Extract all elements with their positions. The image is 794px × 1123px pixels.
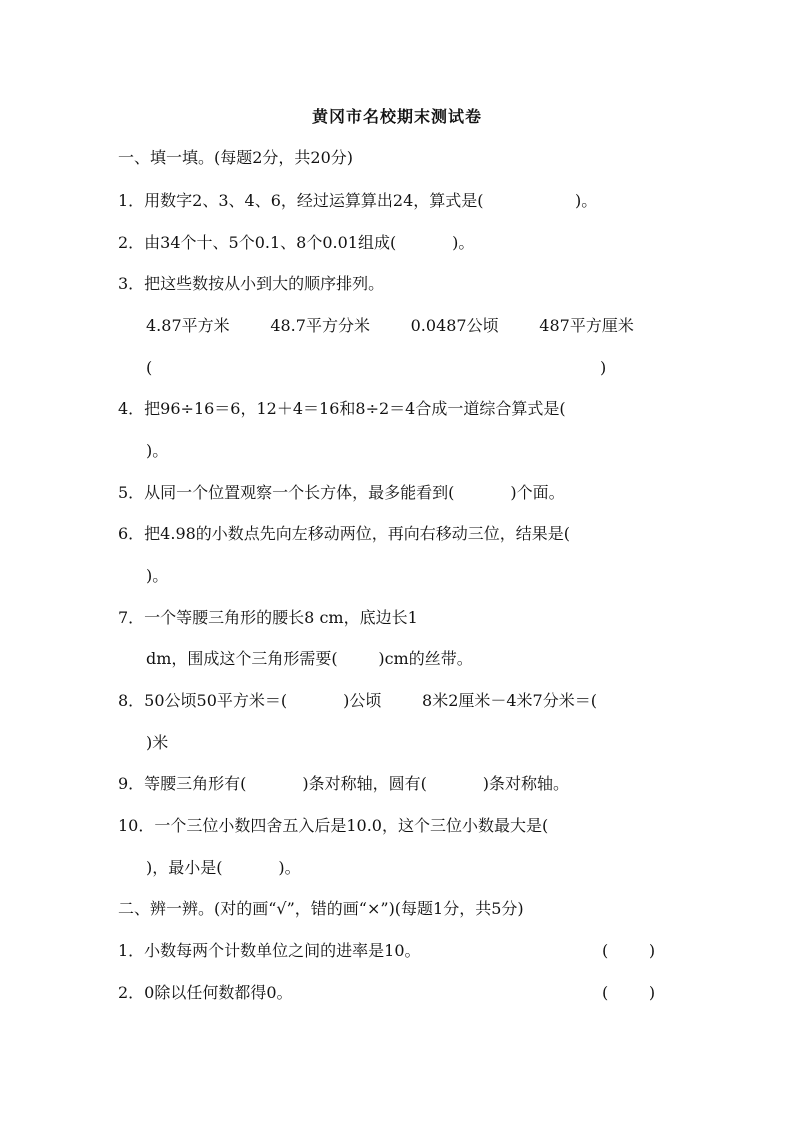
judge-question-2: 2．0除以任何数都得0。 xyxy=(118,983,293,1002)
question-7-line-1: 7．一个等腰三角形的腰长8 cm，底边长1 xyxy=(118,608,418,627)
question-5: 5．从同一个位置观察一个长方体，最多能看到( )个面。 xyxy=(118,483,565,502)
question-3: 3．把这些数按从小到大的顺序排列。 xyxy=(118,274,385,293)
question-3-blank-close: ) xyxy=(600,358,607,377)
question-3-items: 4.87平方米 48.7平方分米 0.0487公顷 487平方厘米 xyxy=(146,316,634,335)
question-6-line-2: )。 xyxy=(146,566,169,585)
question-7-line-2: dm，围成这个三角形需要( )cm的丝带。 xyxy=(146,649,473,668)
question-4-line-2: )。 xyxy=(146,441,169,460)
question-4-line-1: 4．把96÷16＝6，12＋4＝16和8÷2＝4合成一道综合算式是( xyxy=(118,399,566,418)
question-8-line-2: )米 xyxy=(146,733,169,752)
question-6-line-1: 6．把4.98的小数点先向左移动两位，再向右移动三位，结果是( xyxy=(118,524,571,543)
question-3-blank-open: ( xyxy=(146,358,153,377)
exam-title: 黄冈市名校期末测试卷 xyxy=(311,107,482,126)
question-2: 2．由34个十、5个0.1、8个0.01组成( )。 xyxy=(118,233,475,252)
section1-heading: 一、填一填。(每题2分，共20分) xyxy=(118,148,354,167)
section2-heading: 二、辨一辨。(对的画“√”，错的画“×”)(每题1分，共5分) xyxy=(118,899,524,918)
judge-answer-paren-2: ( ) xyxy=(602,983,656,1002)
judge-question-1: 1．小数每两个计数单位之间的进率是10。 xyxy=(118,941,421,960)
question-10-line-2: )，最小是( )。 xyxy=(146,858,301,877)
question-10-line-1: 10．一个三位小数四舍五入后是10.0，这个三位小数最大是( xyxy=(118,816,549,835)
question-9: 9．等腰三角形有( )条对称轴，圆有( )条对称轴。 xyxy=(118,774,570,793)
question-8-line-1: 8．50公顷50平方米＝( )公顷 8米2厘米－4米7分米＝( xyxy=(118,691,597,710)
judge-answer-paren-1: ( ) xyxy=(602,941,656,960)
question-1: 1．用数字2、3、4、6，经过运算算出24，算式是( )。 xyxy=(118,191,598,210)
